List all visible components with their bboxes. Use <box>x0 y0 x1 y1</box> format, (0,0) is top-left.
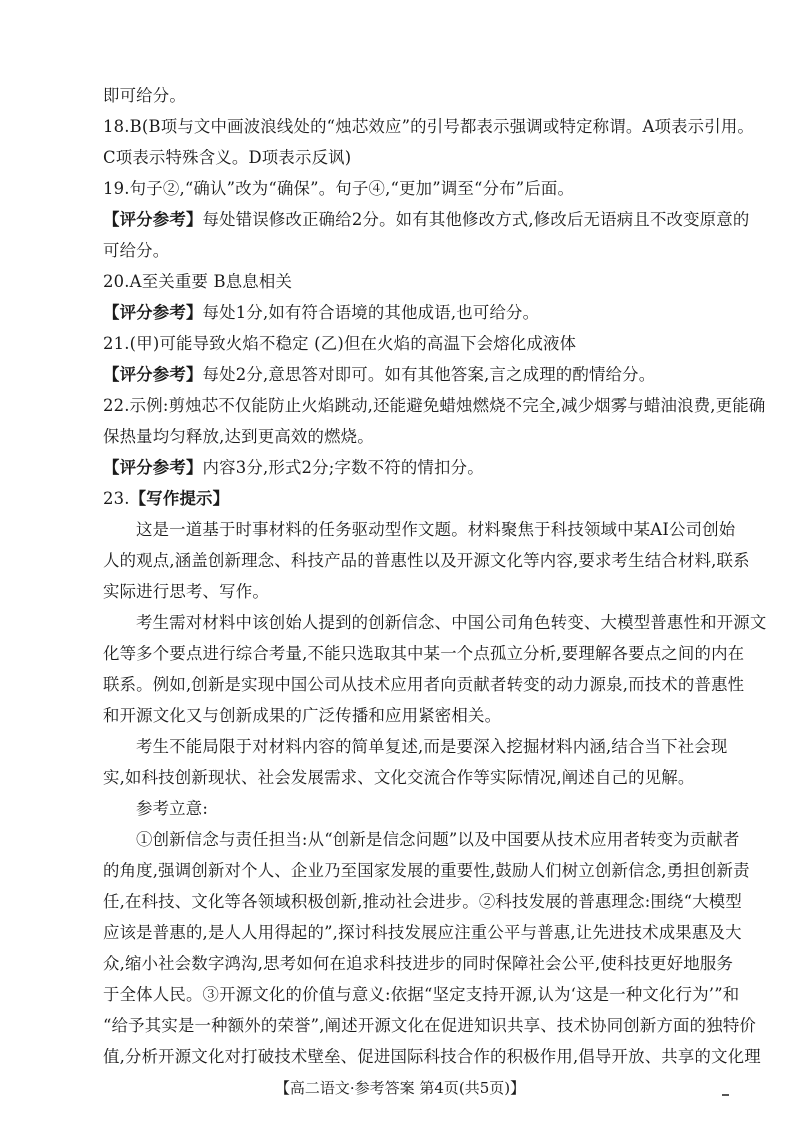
scoring-tag: 【评分参考】 <box>103 303 203 322</box>
answer-22-line-2: 保热量均匀释放,达到更高效的燃烧。 <box>103 427 374 446</box>
scoring-text: 每处2分,意思答对即可。如有其他答案,言之成理的酌情给分。 <box>202 365 656 384</box>
answer-21: 21.(甲)可能导致火焰不稳定 (乙)但在火焰的高温下会熔化成液体 <box>103 334 577 353</box>
paragraph-line: “给予其实是一种额外的荣誉”,阐述开源文化在促进知识共享、技术协同创新方面的独特价 <box>103 1016 757 1035</box>
paragraph-line: 任,在科技、文化等各领域积极创新,推动社会进步。②科技发展的普惠理念:围绕“大模型 <box>103 892 742 911</box>
paragraph-line: 联系。例如,创新是实现中国公司从技术应用者向贡献者转变的动力源泉,而技术的普惠性 <box>103 675 745 694</box>
scoring-tag: 【评分参考】 <box>103 365 203 384</box>
answer-20: 20.A至关重要 B息息相关 <box>103 272 293 291</box>
text-line: 即可给分。 <box>103 86 186 105</box>
scoring-text: 每处错误修改正确给2分。如有其他修改方式,修改后无语病且不改变原意的 <box>202 210 750 229</box>
scoring-note-20 <box>103 303 539 323</box>
paragraph-line: 化等多个要点进行综合考量,不能只选取其中某一个点孤立分析,要理解各要点之间的内在 <box>103 644 745 663</box>
answer-23-heading <box>103 489 229 509</box>
paragraph-line: 于全体人民。③开源文化的价值与意义:依据“坚定支持开源,认为‘这是一种文化行为’”和 <box>103 985 740 1004</box>
scoring-note-19 <box>103 210 749 230</box>
text-line: 可给分。 <box>103 241 170 260</box>
paragraph-line: 实,如科技创新现状、社会发展需求、文化交流合作等实际情况,阐述自己的见解。 <box>103 768 695 787</box>
scoring-text: 每处1分,如有符合语境的其他成语,也可给分。 <box>202 303 540 322</box>
scoring-note-21 <box>103 365 655 385</box>
paragraph-line: 这是一道基于时事材料的任务驱动型作文题。材料聚焦于科技领域中某AI公司创始 <box>136 520 736 539</box>
paragraph-line: 的角度,强调创新对个人、企业乃至国家发展的重要性,鼓励人们树立创新信念,勇担创新责 <box>103 861 750 880</box>
scoring-tag: 【评分参考】 <box>103 458 203 477</box>
answer-19: 19.句子②,“确认”改为“确保”。句子④,“更加”调至“分布”后面。 <box>103 179 575 198</box>
answer-18-line-2: C项表示特殊含义。D项表示反讽) <box>103 148 352 167</box>
answer-18-line-1: 18.B(B项与文中画波浪线处的“烛芯效应”的引号都表示强调或特定称谓。A项表示引用。 <box>103 117 755 136</box>
corner-mark <box>722 1094 729 1096</box>
page-footer: 【高二语文·参考答案 第4页(共5页)】 <box>274 1079 526 1097</box>
question-number: 23. <box>103 489 130 508</box>
paragraph-line: 考生需对材料中该创始人提到的创新信念、中国公司角色转变、大模型普惠性和开源文 <box>136 613 767 632</box>
paragraph-line: 和开源文化又与创新成果的广泛传播和应用紧密相关。 <box>103 706 502 725</box>
scoring-tag: 【评分参考】 <box>103 210 203 229</box>
paragraph-line: 考生不能局限于对材料内容的简单复述,而是要深入挖掘材料内涵,结合当下社会现 <box>136 737 728 756</box>
answer-22-line-1: 22.示例:剪烛芯不仅能防止火焰跳动,还能避免蜡烛燃烧不完全,减少烟雾与蜡油浪费,更能确 <box>103 396 766 415</box>
paragraph-line: ①创新信念与责任担当:从“创新是信念问题”以及中国要从技术应用者转变为贡献者 <box>136 830 740 849</box>
scoring-note-22 <box>103 458 484 478</box>
paragraph-line: 人的观点,涵盖创新理念、科技产品的普惠性以及开源文化等内容,要求考生结合材料,联系 <box>103 551 750 570</box>
paragraph-line: 实际进行思考、写作。 <box>103 582 269 601</box>
writing-tips-tag: 【写作提示】 <box>129 489 230 508</box>
paragraph-line: 众,缩小社会数字鸿沟,思考如何在追求科技进步的同时保障社会公平,使科技更好地服务 <box>103 954 734 973</box>
paragraph-line: 值,分析开源文化对打破技术壁垒、促进国际科技合作的积极作用,倡导开放、共享的文化理 <box>103 1047 761 1066</box>
scoring-text: 内容3分,形式2分;字数不符的情扣分。 <box>202 458 484 477</box>
paragraph-line: 应该是普惠的,是人人用得起的”,探讨科技发展应注重公平与普惠,让先进技术成果惠及大 <box>103 923 742 942</box>
reference-ideas-label: 参考立意: <box>136 799 209 818</box>
